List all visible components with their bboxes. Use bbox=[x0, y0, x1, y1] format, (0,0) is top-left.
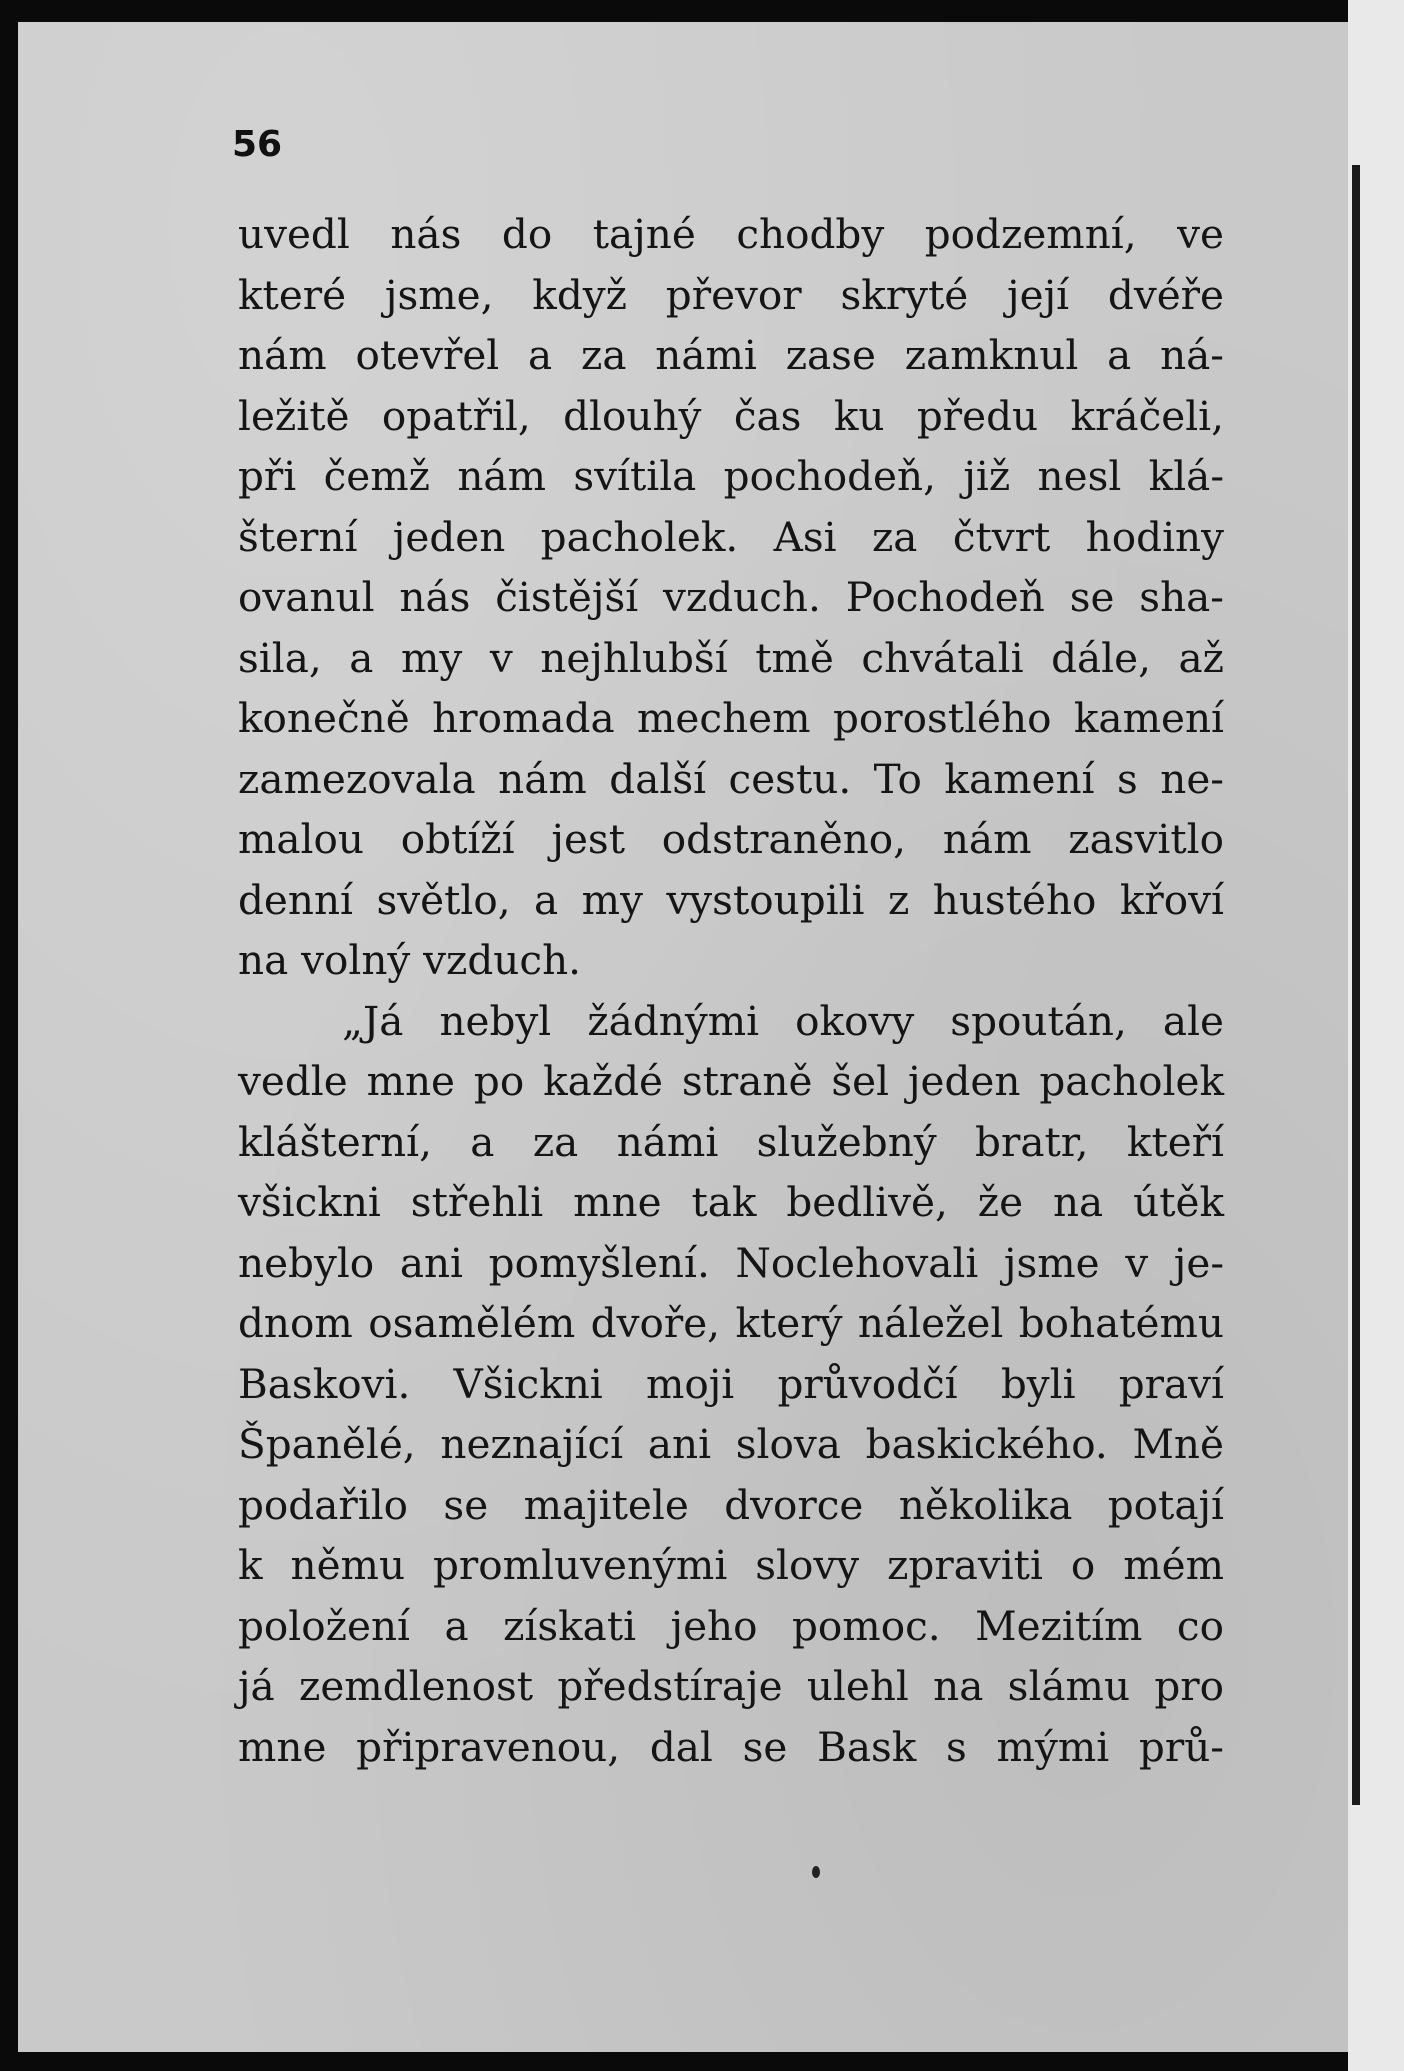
text-line: uvedl nás do tajné chodby podzemní, ve bbox=[238, 210, 1224, 258]
ink-speck bbox=[812, 1866, 820, 1878]
text-line: při čemž nám svítila pochodeň, již nesl klá- bbox=[238, 452, 1224, 500]
text-line: nám otevřel a za námi zase zamknul a ná- bbox=[238, 331, 1224, 379]
text-line: klášterní, a za námi služebný bratr, kteří bbox=[238, 1117, 1224, 1166]
paragraph-end-line: na volný vzduch. bbox=[238, 936, 582, 984]
text-line: všickni střehli mne tak bedlivě, že na útěk bbox=[238, 1178, 1224, 1226]
text-line: sila, a my v nejhlubší tmě chvátali dále, až bbox=[238, 633, 1224, 682]
text-line: Španělé, neznající ani slova baskického. Mně bbox=[238, 1420, 1224, 1468]
text-line: k němu promluvenými slovy zpraviti o mém bbox=[238, 1541, 1224, 1589]
paragraph-start-line: „Já nebyl žádnými okovy spoután, ale bbox=[342, 996, 1224, 1045]
text-line: ležitě opatřil, dlouhý čas ku předu kráčeli, bbox=[238, 391, 1224, 440]
page-number: 56 bbox=[232, 124, 283, 165]
text-line: mne připravenou, dal se Bask s mými prů- bbox=[238, 1722, 1224, 1771]
text-line: nebylo ani pomyšlení. Noclehovali jsme v je- bbox=[238, 1238, 1224, 1287]
binding-shadow-line bbox=[1352, 165, 1360, 1805]
text-line: denní světlo, a my vystoupili z hustého křoví bbox=[238, 875, 1224, 924]
body-text bbox=[238, 204, 1224, 1777]
text-line: položení a získati jeho pomoc. Mezitím co bbox=[238, 1601, 1224, 1650]
text-line: které jsme, když převor skryté její dvéře bbox=[238, 270, 1224, 319]
text-line: já zemdlenost předstíraje ulehl na slámu pro bbox=[238, 1662, 1224, 1710]
text-line: konečně hromada mechem porostlého kamení bbox=[238, 694, 1224, 742]
text-line: podařilo se majitele dvorce několika potají bbox=[238, 1480, 1224, 1529]
text-line: šterní jeden pacholek. Asi za čtvrt hodiny bbox=[238, 512, 1224, 561]
text-line: malou obtíží jest odstraněno, nám zasvitlo bbox=[238, 815, 1224, 863]
text-line: dnom osamělém dvoře, který náležel bohatému bbox=[238, 1299, 1224, 1347]
text-line: vedle mne po každé straně šel jeden pacholek bbox=[238, 1057, 1224, 1105]
text-line: zamezovala nám další cestu. To kamení s ne- bbox=[238, 754, 1224, 803]
text-line: ovanul nás čistější vzduch. Pochodeň se sha- bbox=[238, 573, 1224, 621]
text-line: Baskovi. Všickni moji průvodčí byli praví bbox=[238, 1359, 1224, 1408]
